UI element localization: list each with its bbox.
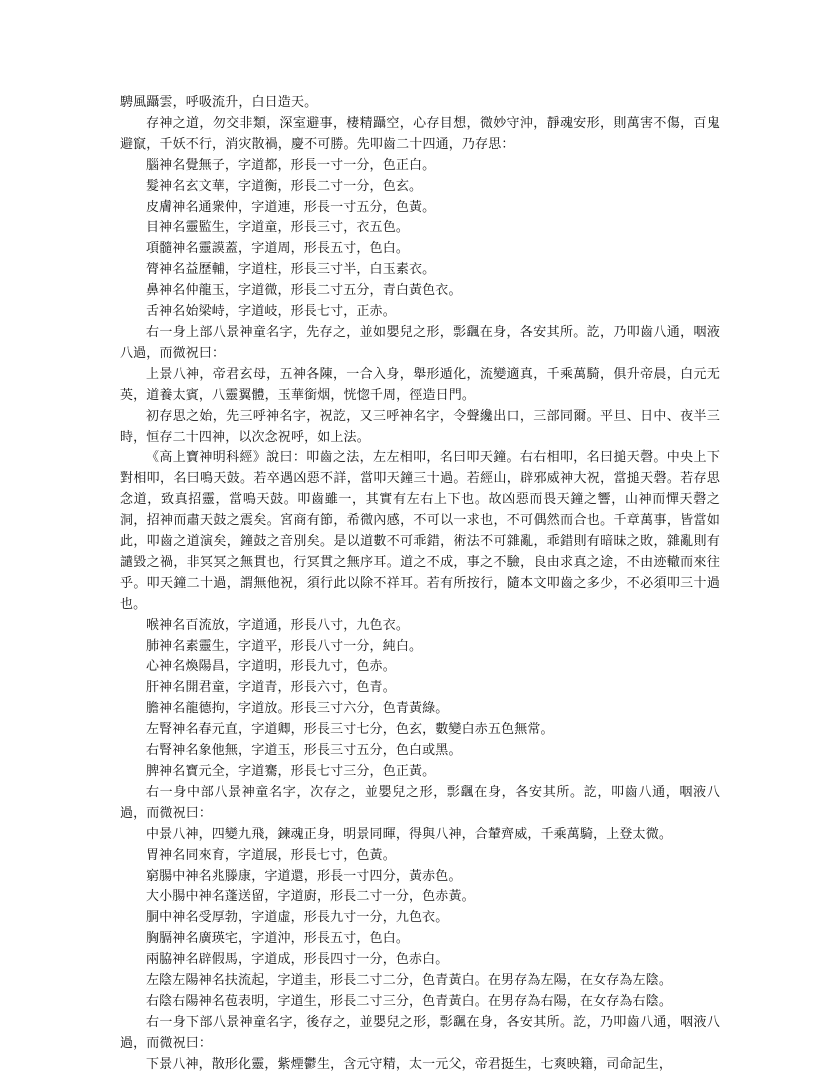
paragraph: 下景八神，散形化靈，紫煙鬱生，含元守精，太一元父，帝君挺生，七爽映籍，司命記生，	[146, 1056, 673, 1072]
paragraph: 《高上寶神明科經》說曰：叩齒之法，左左相叩，名曰叩天鐘。右右相叩，名曰搥天磬。中央上下對相叩，名曰鳴天鼓。若卒遇凶惡不詳，當叩天鐘三十過。若經山，辟邪威神大祝，當搥天磬。若存思念道，致真招靈，當鳴天鼓。叩齒雖一，其實有左右上下也。故凶惡而畏天鐘之響，山神而憚天磬之洞，招神而肅天鼓之震矣。宮商有節，希微內感，不可以一求也，不可偶然而合也。千章萬事，皆當如此，叩齒之道演矣，鐘鼓之音別矣。是以道數不可乖錯，術法不可雜亂，乖錯則有暗昧之敗，雜亂則有譴毀之禍，非冥冥之無貫也，行冥貫之無序耳。道之不成，事之不驗，良由求真之途，不由迹轍而來往乎。叩天鐘二十過，謂無他祝，須行此以除不祥耳。若有所按行，隨本文叩齒之多少，不必須叩三十過也。	[120, 450, 720, 612]
paragraph: 初存思之始，先三呼神名字，祝訖，又三呼神名字，令聲纔出口，三部同爾。平旦、日中、夜半三時，恒存二十四神，以次念祝呼，如上法。	[120, 408, 720, 445]
paragraph: 胴中神名受厚勃，字道虛，形長九寸一分，九色衣。	[146, 910, 449, 926]
paragraph: 膂神名益歷輔，字道柱，形長三寸半，白玉素衣。	[146, 262, 436, 278]
paragraph: 目神名靈監生，字道童，形長三寸，衣五色。	[146, 220, 410, 236]
paragraph: 右一身下部八景神童名字，後存之，並嬰兒之形，彯颻在身，各安其所。訖，乃叩齒八通，咽液八過，而微祝曰：	[120, 1014, 720, 1051]
paragraph: 膽神名龍德拘，字道放。形長三寸六分，色青黃綠。	[146, 701, 449, 717]
paragraph: 鼻神名仲龍玉，字道微，形長二寸五分，青白黃色衣。	[146, 283, 462, 299]
paragraph: 中景八神，四變九飛，鍊魂正身，明景同暉，得與八神，合輦齊威，千乘萬騎，上登太微。	[146, 826, 673, 842]
paragraph: 項髓神名靈謨蓋，字道周，形長五寸，色白。	[146, 241, 410, 257]
paragraph: 左陰左陽神名扶流起，字道圭，形長二寸二分，色青黃白。在男存為左陽，在女存為左陰。	[146, 973, 673, 989]
paragraph: 騁風躡雲，呼吸流升，白日造天。	[120, 95, 318, 110]
paragraph: 大小腸中神名蓬送留，字道廚，形長二寸一分，色赤黃。	[146, 889, 475, 905]
paragraph: 胃神名同來育，字道展，形長七寸，色黃。	[146, 847, 396, 863]
paragraph: 上景八神，帝君玄母，五神各陳，一合入身，舉形遁化，流變適真，千乘萬騎，俱升帝晨，白元无英，道養太賓，八靈翼體，玉華銜烟，恍惚千周，徑造日門。	[120, 366, 720, 403]
paragraph: 喉神名百流放，字道通，形長八寸，九色衣。	[146, 617, 410, 633]
paragraph: 右腎神名象他無，字道玉，形長三寸五分，色白或黑。	[146, 743, 462, 759]
paragraph: 脾神名寶元全，字道騫，形長七寸三分，色正黃。	[146, 764, 436, 779]
paragraph: 腦神名覺無子，字道都，形長一寸一分，色正白。	[146, 157, 436, 173]
paragraph: 肝神名開君童，字道青，形長六寸，色青。	[146, 680, 396, 696]
paragraph: 肺神名素靈生，字道平，形長八寸一分，純白。	[146, 638, 423, 654]
paragraph: 右一身中部八景神童名字，次存之，並嬰兒之形，彯颻在身，各安其所。訖，叩齒八通，咽液八過，而微祝曰：	[120, 784, 720, 821]
paragraph: 左腎神名春元直，字道卿，形長三寸七分，色玄，數變白赤五色無常。	[146, 722, 554, 738]
document-page	[120, 93, 720, 1076]
paragraph: 右陰右陽神名苞表明，字道生，形長二寸三分，色青黃白。在男存為右陽，在女存為右陰。	[146, 993, 673, 1009]
paragraph: 心神名煥陽昌，字道明，形長九寸，色赤。	[146, 659, 396, 675]
paragraph: 胸膈神名廣瑛宅，字道沖，形長五寸，色白。	[146, 931, 410, 947]
paragraph: 右一身上部八景神童名字，先存之，並如嬰兒之形，彯颻在身，各安其所。訖，乃叩齒八通，咽液八過，而微祝曰：	[120, 324, 720, 361]
paragraph: 皮膚神名通衆仲，字道連，形長一寸五分，色黃。	[146, 199, 436, 215]
paragraph: 兩脇神名辟假馬，字道成，形長四寸一分，色赤白。	[146, 952, 449, 968]
paragraph: 窮腸中神名兆滕康，字道還，形長一寸四分，黃赤色。	[146, 868, 462, 884]
paragraph: 髮神名玄文華，字道衡，形長二寸一分，色玄。	[146, 178, 423, 194]
paragraph: 存神之道，勿交非類，深室避事，棲精躡空，心存目想，微妙守沖，靜魂安形，則萬害不傷，百鬼避竄，千妖不行，消灾散禍，慶不可勝。先叩齒二十四通，乃存思：	[120, 115, 720, 152]
paragraph: 舌神名始梁峙，字道岐，形長七寸，正赤。	[146, 304, 396, 320]
